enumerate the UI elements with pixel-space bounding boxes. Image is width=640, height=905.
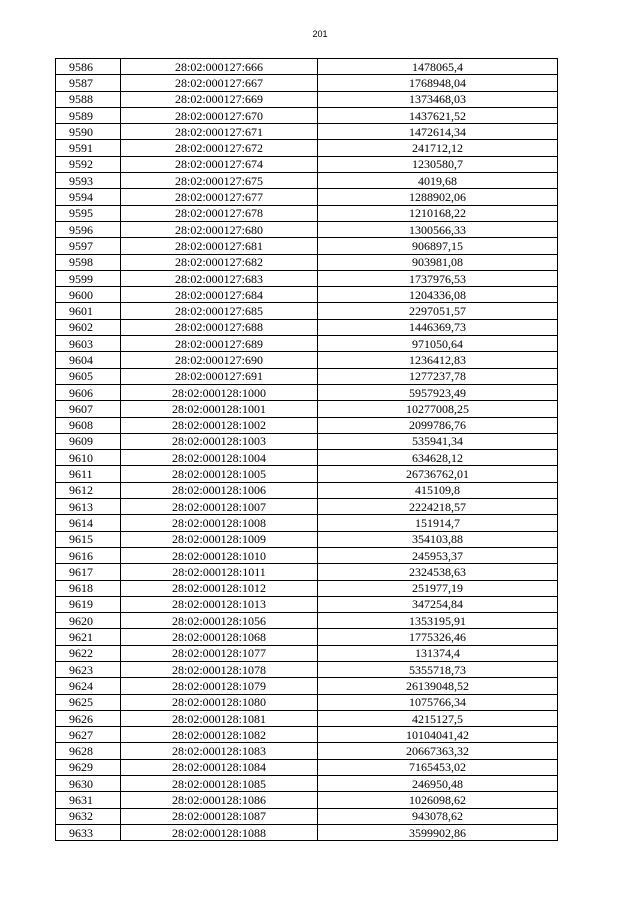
cadastral-number-cell: 28:02:000128:1078 [121,661,318,677]
row-number-cell: 9607 [56,401,121,417]
row-number-cell: 9609 [56,433,121,449]
cadastral-number-cell: 28:02:000127:667 [121,75,318,91]
cadastral-number-cell: 28:02:000128:1000 [121,384,318,400]
row-number-cell: 9621 [56,629,121,645]
cadastral-value-cell: 2099786,76 [318,417,558,433]
row-number-cell: 9601 [56,303,121,319]
cadastral-value-cell: 354103,88 [318,531,558,547]
table-row [56,547,558,563]
cadastral-value-cell: 3599902,86 [318,824,558,840]
cadastral-number-cell: 28:02:000128:1005 [121,466,318,482]
cadastral-value-cell: 7165453,02 [318,759,558,775]
table-row [56,661,558,677]
table-row [56,482,558,498]
cadastral-number-cell: 28:02:000128:1082 [121,727,318,743]
table-row [56,189,558,205]
row-number-cell: 9605 [56,368,121,384]
row-number-cell: 9611 [56,466,121,482]
row-number-cell: 9589 [56,107,121,123]
cadastral-number-cell: 28:02:000127:678 [121,205,318,221]
row-number-cell: 9606 [56,384,121,400]
cadastral-number-cell: 28:02:000127:677 [121,189,318,205]
row-number-cell: 9618 [56,580,121,596]
cadastral-value-cell: 906897,15 [318,238,558,254]
row-number-cell: 9622 [56,645,121,661]
table-row [56,91,558,107]
cadastral-number-cell: 28:02:000127:674 [121,156,318,172]
table-row [56,336,558,352]
table-body [56,59,558,841]
table-row [56,499,558,515]
cadastral-value-cell: 1373468,03 [318,91,558,107]
cadastral-number-cell: 28:02:000127:685 [121,303,318,319]
row-number-cell: 9613 [56,499,121,515]
table-row [56,792,558,808]
row-number-cell: 9615 [56,531,121,547]
cadastral-value-cell: 26139048,52 [318,678,558,694]
row-number-cell: 9608 [56,417,121,433]
row-number-cell: 9587 [56,75,121,91]
row-number-cell: 9625 [56,694,121,710]
cadastral-value-cell: 1288902,06 [318,189,558,205]
cadastral-value-cell: 415109,8 [318,482,558,498]
cadastral-value-cell: 241712,12 [318,140,558,156]
table-row [56,287,558,303]
row-number-cell: 9610 [56,450,121,466]
table-row [56,515,558,531]
row-number-cell: 9592 [56,156,121,172]
cadastral-number-cell: 28:02:000127:684 [121,287,318,303]
cadastral-number-cell: 28:02:000127:683 [121,270,318,286]
table-row [56,319,558,335]
cadastral-value-cell: 26736762,01 [318,466,558,482]
cadastral-number-cell: 28:02:000127:670 [121,107,318,123]
table-row [56,140,558,156]
row-number-cell: 9631 [56,792,121,808]
table-row [56,107,558,123]
table-row [56,743,558,759]
row-number-cell: 9594 [56,189,121,205]
cadastral-value-cell: 245953,37 [318,547,558,563]
row-number-cell: 9604 [56,352,121,368]
table-row [56,221,558,237]
row-number-cell: 9603 [56,336,121,352]
cadastral-number-cell: 28:02:000127:682 [121,254,318,270]
table-row [56,776,558,792]
cadastral-number-cell: 28:02:000127:666 [121,59,318,75]
cadastral-number-cell: 28:02:000128:1013 [121,596,318,612]
cadastral-value-cell: 535941,34 [318,433,558,449]
cadastral-number-cell: 28:02:000127:691 [121,368,318,384]
table-row [56,352,558,368]
cadastral-value-cell: 151914,7 [318,515,558,531]
cadastral-value-cell: 10104041,42 [318,727,558,743]
cadastral-number-cell: 28:02:000128:1086 [121,792,318,808]
row-number-cell: 9619 [56,596,121,612]
cadastral-number-cell: 28:02:000128:1081 [121,710,318,726]
cadastral-value-cell: 1446369,73 [318,319,558,335]
cadastral-value-cell: 347254,84 [318,596,558,612]
table-row [56,303,558,319]
cadastral-value-cell: 5957923,49 [318,384,558,400]
cadastral-value-cell: 1353195,91 [318,613,558,629]
table-row [56,531,558,547]
row-number-cell: 9617 [56,564,121,580]
cadastral-value-cell: 971050,64 [318,336,558,352]
table-row [56,417,558,433]
table-row [56,564,558,580]
cadastral-value-cell: 5355718,73 [318,661,558,677]
cadastral-value-cell: 2224218,57 [318,499,558,515]
row-number-cell: 9590 [56,124,121,140]
cadastral-value-cell: 1775326,46 [318,629,558,645]
row-number-cell: 9627 [56,727,121,743]
row-number-cell: 9630 [56,776,121,792]
cadastral-number-cell: 28:02:000128:1080 [121,694,318,710]
table-row [56,450,558,466]
table-row [56,238,558,254]
row-number-cell: 9612 [56,482,121,498]
cadastral-number-cell: 28:02:000128:1079 [121,678,318,694]
cadastral-value-cell: 246950,48 [318,776,558,792]
cadastral-number-cell: 28:02:000128:1007 [121,499,318,515]
cadastral-value-cell: 20667363,32 [318,743,558,759]
table-row [56,254,558,270]
table-row [56,596,558,612]
cadastral-number-cell: 28:02:000128:1009 [121,531,318,547]
table-row [56,580,558,596]
cadastral-number-cell: 28:02:000127:675 [121,173,318,189]
cadastral-number-cell: 28:02:000128:1085 [121,776,318,792]
row-number-cell: 9624 [56,678,121,694]
row-number-cell: 9629 [56,759,121,775]
row-number-cell: 9588 [56,91,121,107]
cadastral-number-cell: 28:02:000127:671 [121,124,318,140]
table-row [56,384,558,400]
table-row [56,678,558,694]
table-row [56,75,558,91]
row-number-cell: 9623 [56,661,121,677]
table-row [56,156,558,172]
cadastral-number-cell: 28:02:000127:672 [121,140,318,156]
cadastral-number-cell: 28:02:000128:1008 [121,515,318,531]
cadastral-number-cell: 28:02:000128:1011 [121,564,318,580]
table-row [56,710,558,726]
table-row [56,694,558,710]
row-number-cell: 9593 [56,173,121,189]
cadastral-number-cell: 28:02:000128:1084 [121,759,318,775]
cadastral-number-cell: 28:02:000127:680 [121,221,318,237]
table-row [56,613,558,629]
cadastral-number-cell: 28:02:000128:1010 [121,547,318,563]
cadastral-number-cell: 28:02:000128:1001 [121,401,318,417]
cadastral-number-cell: 28:02:000128:1056 [121,613,318,629]
table-row [56,433,558,449]
cadastral-number-cell: 28:02:000128:1083 [121,743,318,759]
table-row [56,808,558,824]
table-row [56,368,558,384]
row-number-cell: 9591 [56,140,121,156]
cadastral-value-cell: 1075766,34 [318,694,558,710]
row-number-cell: 9595 [56,205,121,221]
cadastral-value-cell: 1300566,33 [318,221,558,237]
row-number-cell: 9597 [56,238,121,254]
cadastral-number-cell: 28:02:000128:1012 [121,580,318,596]
cadastral-value-cell: 1230580,7 [318,156,558,172]
cadastral-value-table [55,58,558,841]
row-number-cell: 9633 [56,824,121,840]
cadastral-number-cell: 28:02:000128:1088 [121,824,318,840]
cadastral-number-cell: 28:02:000128:1006 [121,482,318,498]
row-number-cell: 9632 [56,808,121,824]
cadastral-value-cell: 903981,08 [318,254,558,270]
cadastral-value-cell: 1478065,4 [318,59,558,75]
row-number-cell: 9600 [56,287,121,303]
row-number-cell: 9598 [56,254,121,270]
table-row [56,727,558,743]
cadastral-value-cell: 2324538,63 [318,564,558,580]
row-number-cell: 9586 [56,59,121,75]
cadastral-number-cell: 28:02:000128:1003 [121,433,318,449]
table-row [56,824,558,840]
cadastral-number-cell: 28:02:000127:690 [121,352,318,368]
cadastral-value-cell: 4019,68 [318,173,558,189]
cadastral-value-cell: 131374,4 [318,645,558,661]
cadastral-value-cell: 4215127,5 [318,710,558,726]
cadastral-number-cell: 28:02:000127:669 [121,91,318,107]
cadastral-number-cell: 28:02:000128:1068 [121,629,318,645]
table-row [56,401,558,417]
cadastral-value-cell: 1277237,78 [318,368,558,384]
cadastral-number-cell: 28:02:000127:681 [121,238,318,254]
row-number-cell: 9614 [56,515,121,531]
cadastral-value-cell: 1026098,62 [318,792,558,808]
row-number-cell: 9616 [56,547,121,563]
cadastral-value-cell: 1210168,22 [318,205,558,221]
cadastral-value-cell: 943078,62 [318,808,558,824]
cadastral-value-cell: 1437621,52 [318,107,558,123]
row-number-cell: 9620 [56,613,121,629]
cadastral-number-cell: 28:02:000128:1077 [121,645,318,661]
page-number: 201 [312,29,328,39]
cadastral-number-cell: 28:02:000128:1004 [121,450,318,466]
row-number-cell: 9602 [56,319,121,335]
cadastral-number-cell: 28:02:000127:688 [121,319,318,335]
row-number-cell: 9596 [56,221,121,237]
table-row [56,270,558,286]
table-row [56,205,558,221]
cadastral-value-cell: 1236412,83 [318,352,558,368]
cadastral-value-cell: 634628,12 [318,450,558,466]
cadastral-value-cell: 10277008,25 [318,401,558,417]
table-row [56,629,558,645]
cadastral-number-cell: 28:02:000128:1087 [121,808,318,824]
cadastral-value-cell: 1204336,08 [318,287,558,303]
cadastral-value-cell: 1768948,04 [318,75,558,91]
row-number-cell: 9599 [56,270,121,286]
table-row [56,59,558,75]
table-row [56,466,558,482]
cadastral-value-cell: 1737976,53 [318,270,558,286]
cadastral-number-cell: 28:02:000127:689 [121,336,318,352]
cadastral-value-cell: 251977,19 [318,580,558,596]
cadastral-value-cell: 2297051,57 [318,303,558,319]
cadastral-value-cell: 1472614,34 [318,124,558,140]
table-row [56,645,558,661]
table-row [56,173,558,189]
row-number-cell: 9626 [56,710,121,726]
cadastral-number-cell: 28:02:000128:1002 [121,417,318,433]
table-row [56,759,558,775]
row-number-cell: 9628 [56,743,121,759]
table-row [56,124,558,140]
